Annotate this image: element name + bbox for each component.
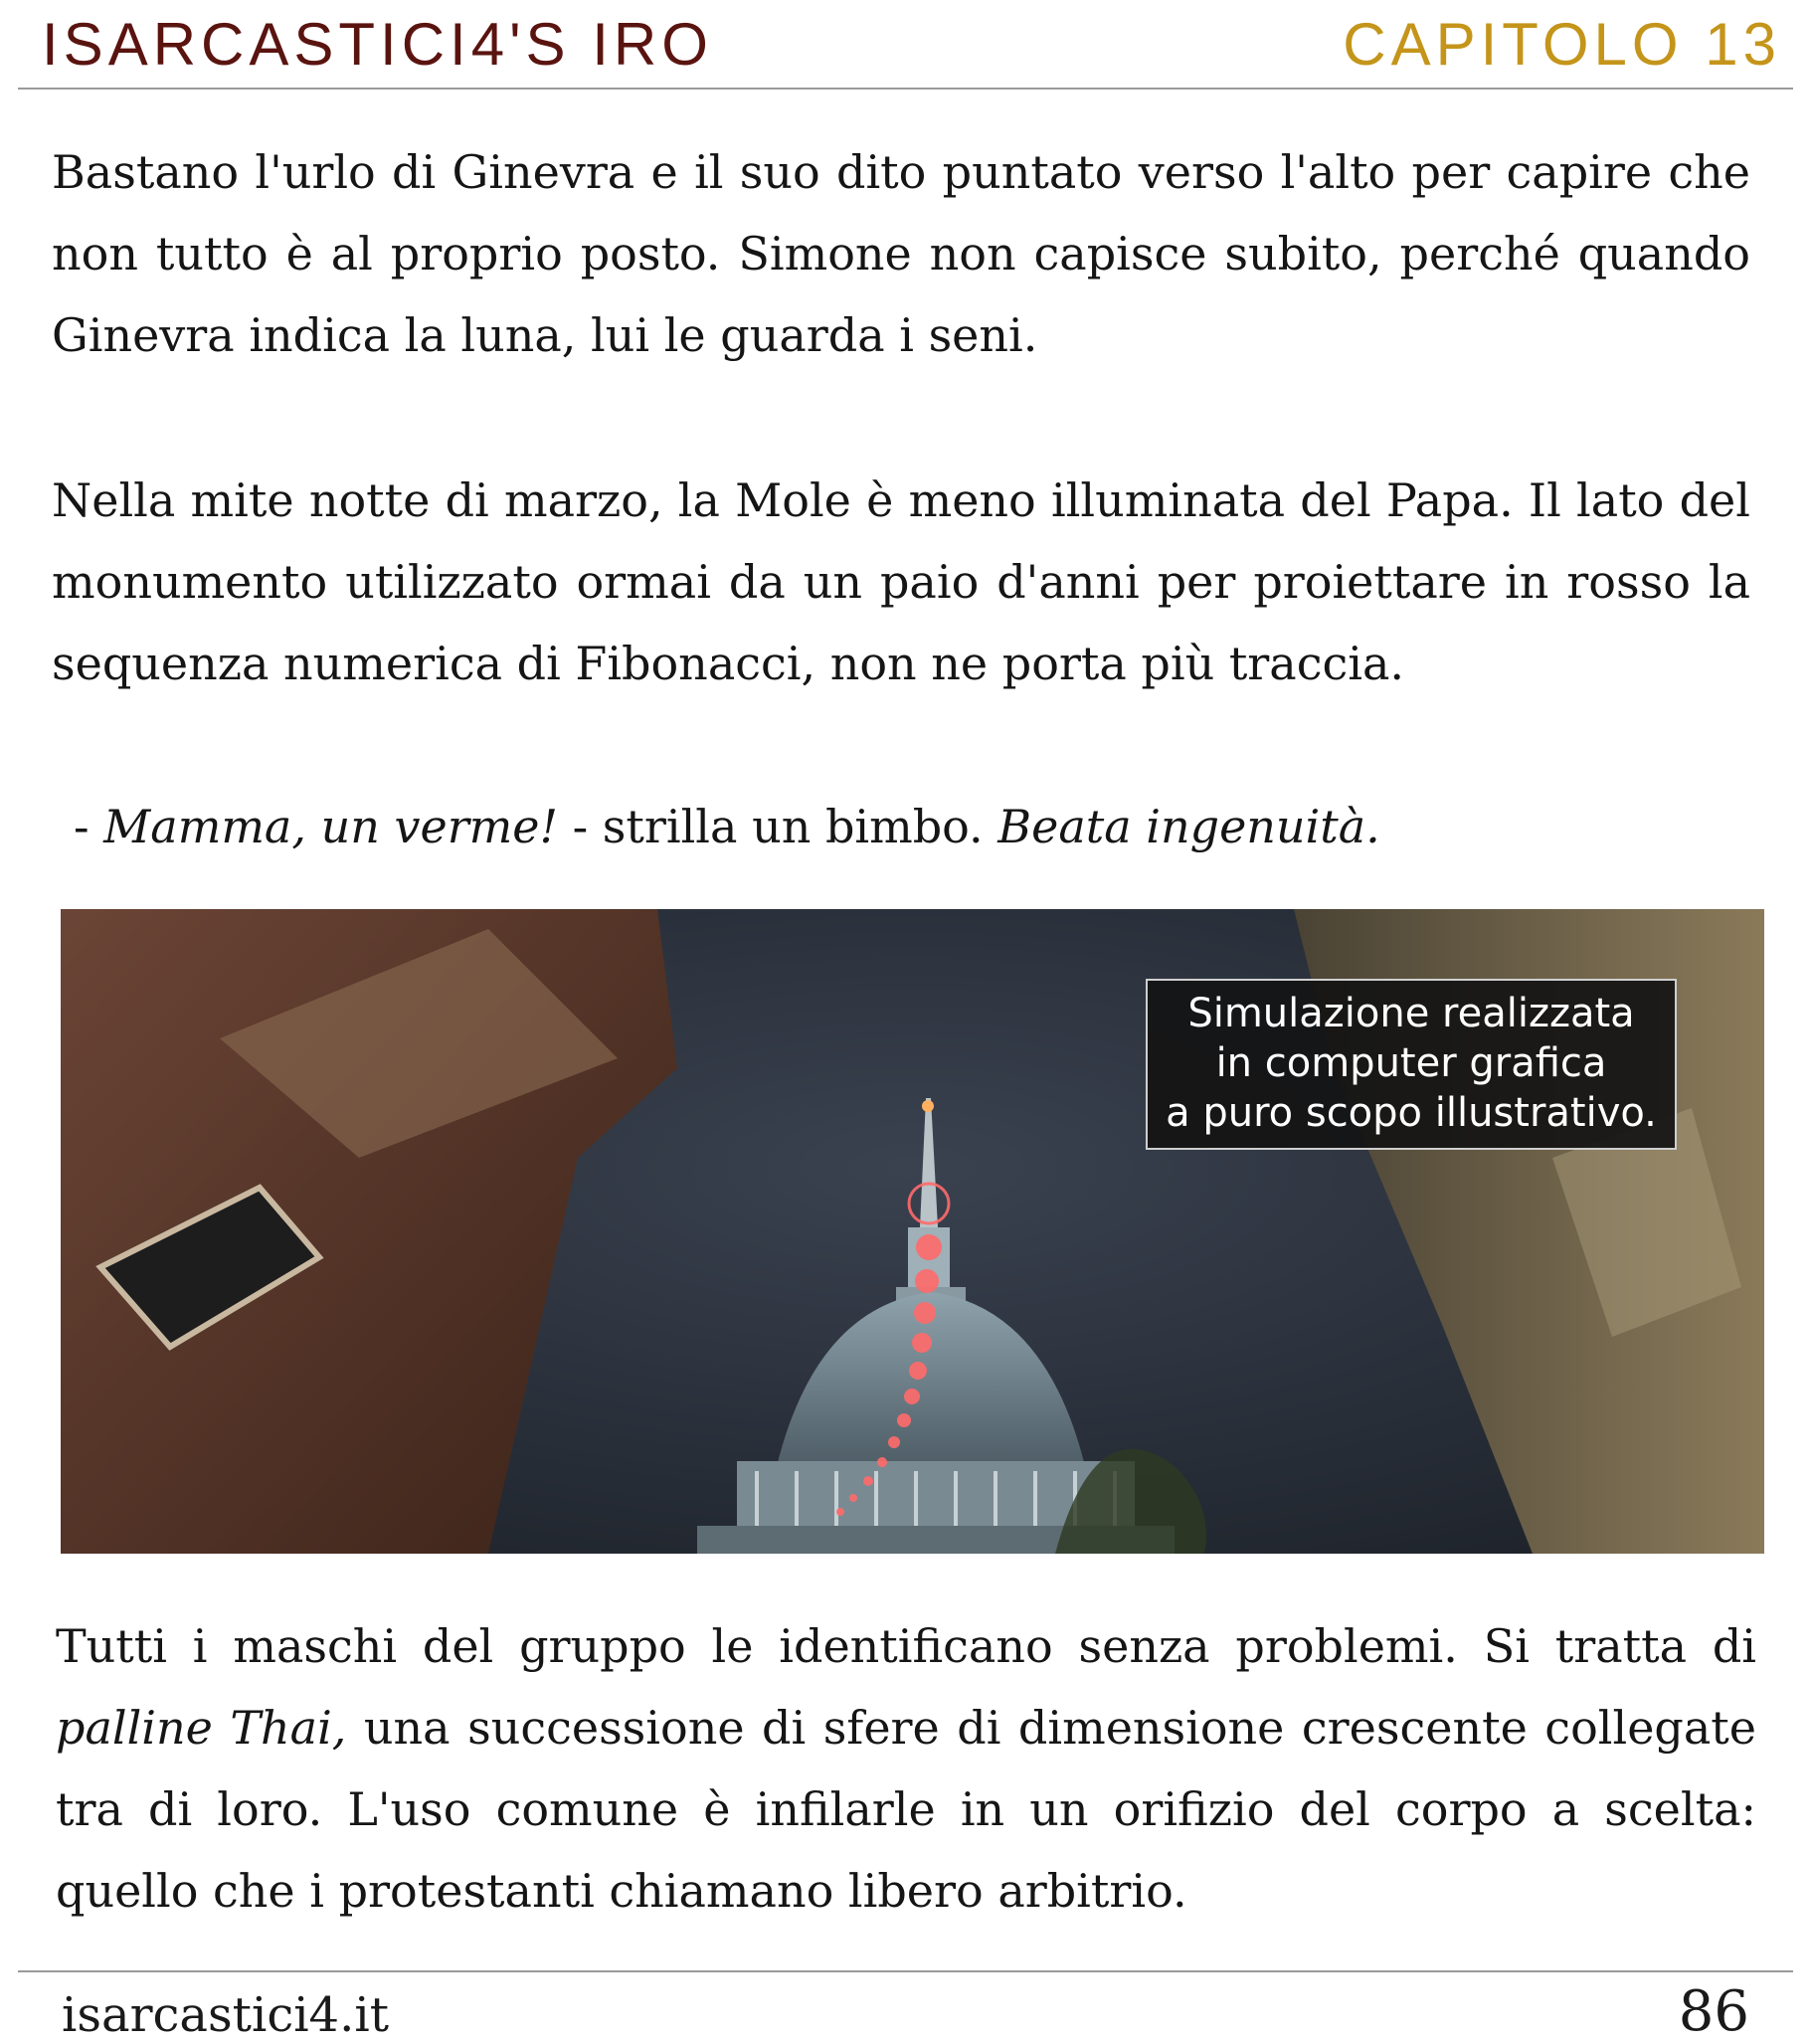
- chapter-title: CAPITOLO 13: [1343, 11, 1781, 78]
- site-url[interactable]: isarcastici4.it: [62, 1987, 389, 2043]
- dialog-thought: Beata ingenuità.: [997, 800, 1380, 853]
- paragraph-2: Nella mite notte di marzo, la Mole è meno illuminata del Papa. Il lato del monumento utilizzato ormai da un paio d'anni per proiettare in rosso la sequenza numerica di Fibonacci, non ne porta più traccia.: [52, 473, 1750, 690]
- caption-line-2: in computer grafica: [1215, 1040, 1607, 1086]
- caption-line-3: a puro scopo illustrativo.: [1166, 1090, 1657, 1136]
- paragraph-3-start: Tutti i maschi del gruppo le identificano senza problemi. Si tratta di: [56, 1619, 1756, 1673]
- illustration-disclaimer: [1146, 979, 1677, 1150]
- page-footer: [18, 1970, 1793, 1972]
- dialog-speech: Mamma, un verme!: [103, 800, 559, 853]
- book-title: ISARCASTICI4'S IRO: [42, 11, 713, 78]
- mole-photo: [61, 909, 1764, 1554]
- dialog-line: [74, 786, 1380, 867]
- paragraph-3-italic: palline Thai,: [56, 1701, 347, 1755]
- paragraph-1: Bastano l'urlo di Ginevra e il suo dito puntato verso l'alto per capire che non tutto è al proprio posto. Simone non capisce subito, perché quando Ginevra indica la luna, lui le guarda i seni.: [52, 145, 1750, 362]
- paragraph-3-end: una successione di sfere di dimensione crescente collegate tra di loro. L'uso comune è infilarle in un orifizio del corpo a scelta: quello che i protestanti chiamano libero arbitrio.: [56, 1701, 1756, 1918]
- paragraph-3: [56, 1605, 1756, 1932]
- dialog-dash: -: [74, 800, 104, 853]
- caption-line-1: Simulazione realizzata: [1187, 991, 1635, 1036]
- page-number: 86: [1678, 1979, 1749, 2044]
- dialog-middle: - strilla un bimbo.: [558, 800, 998, 853]
